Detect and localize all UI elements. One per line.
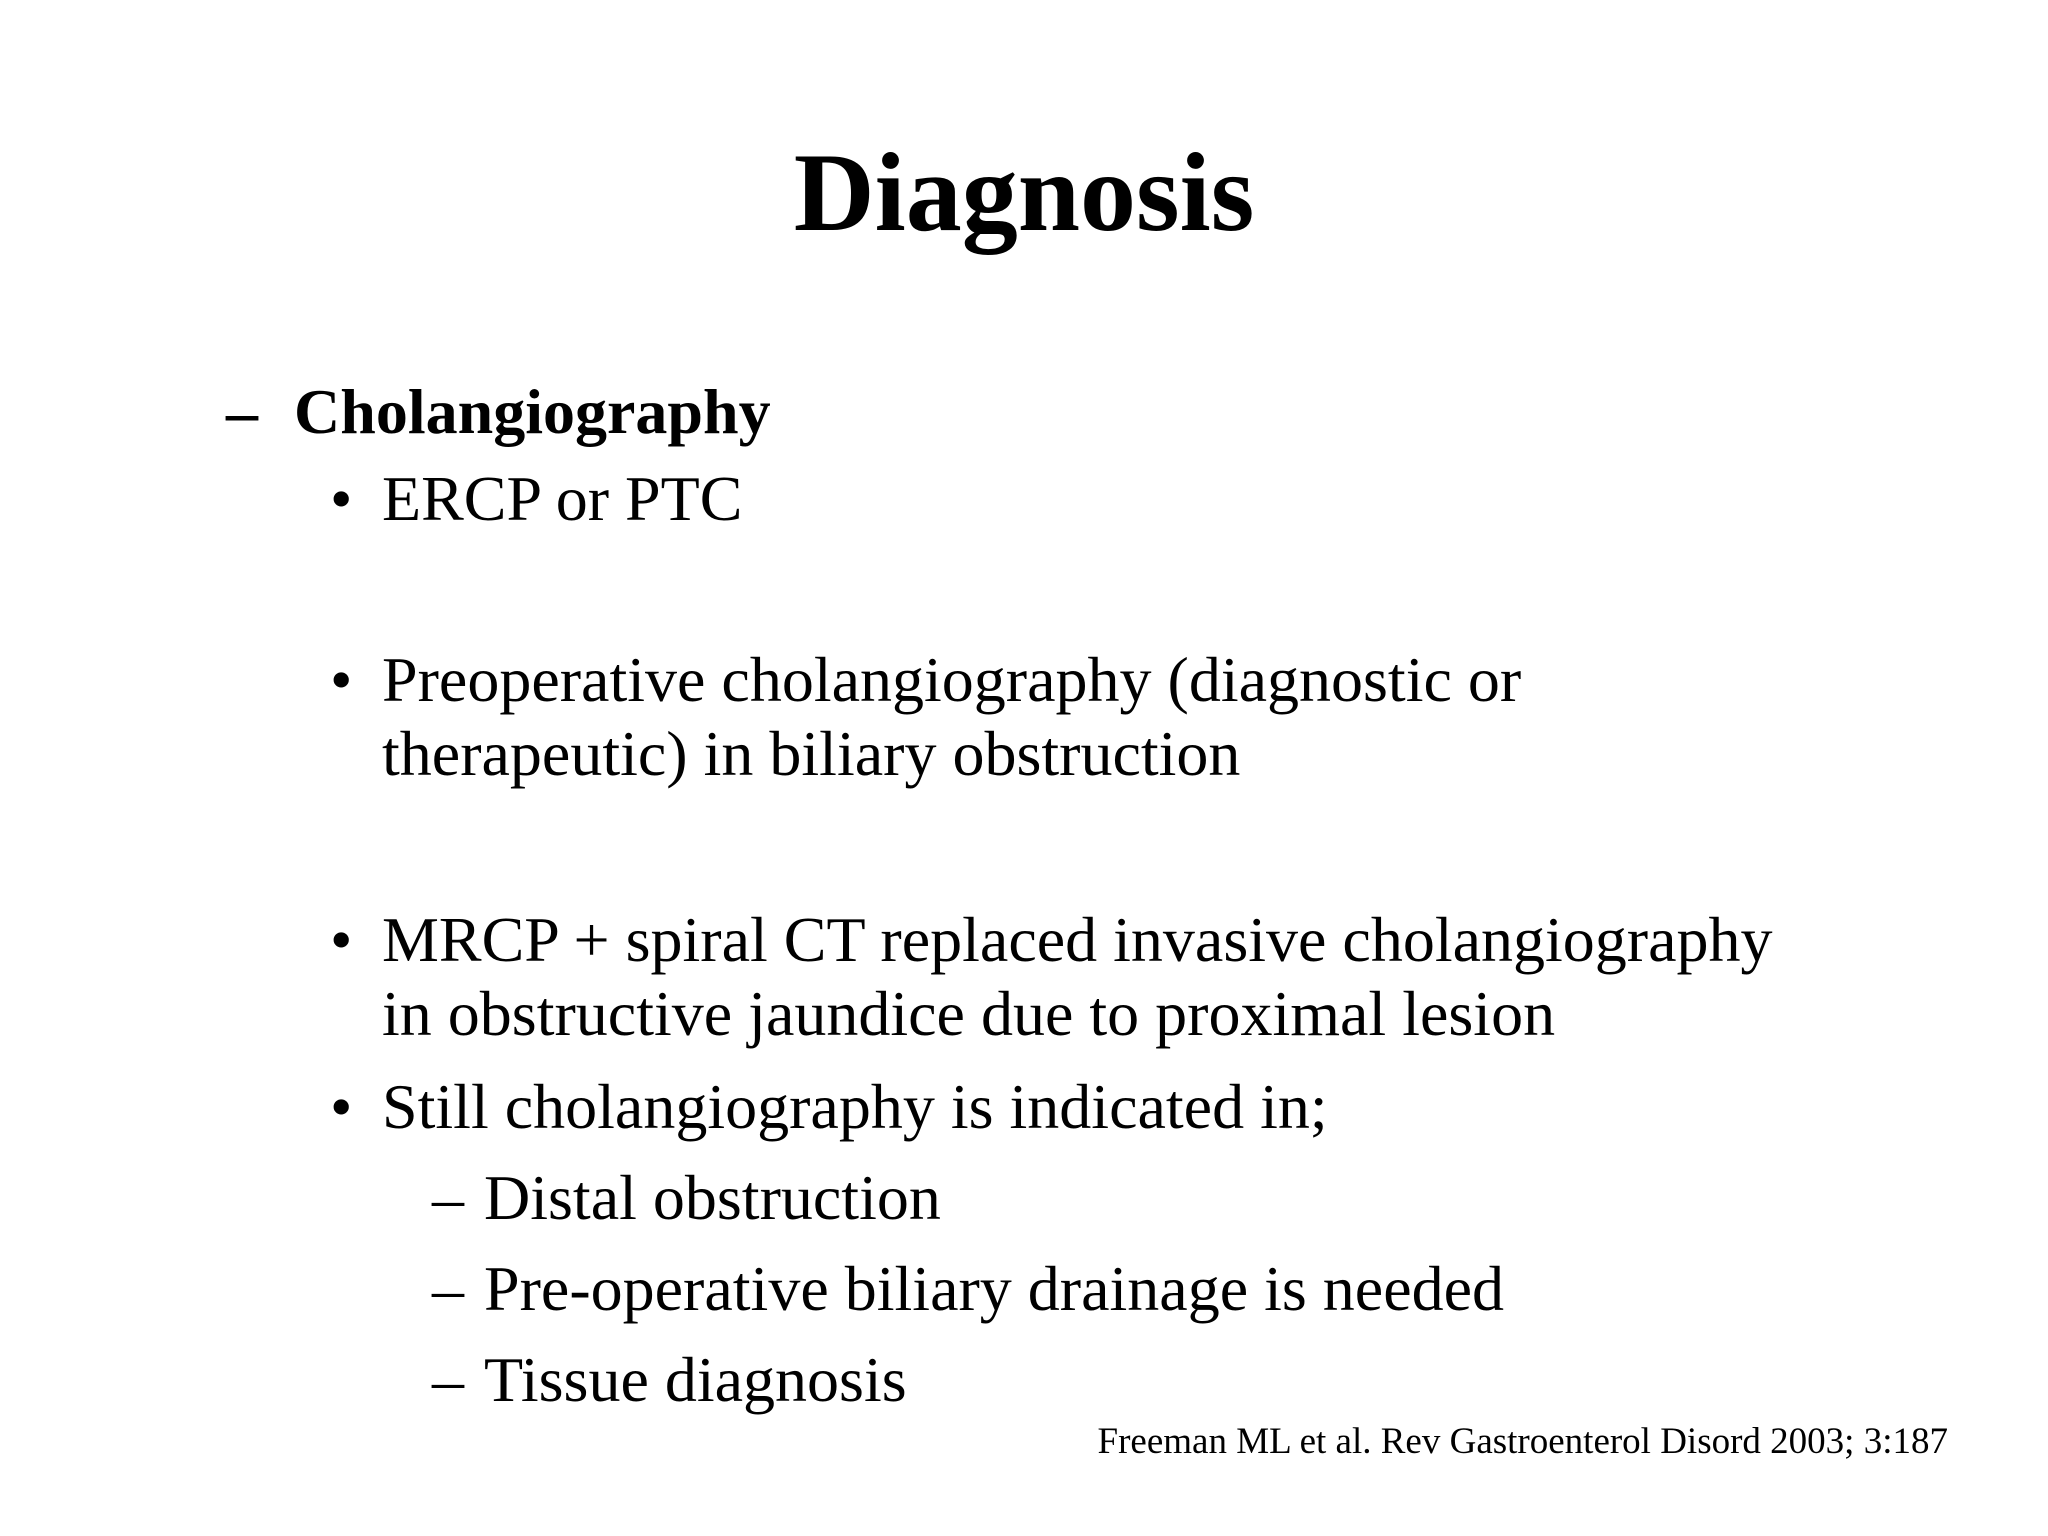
citation: Freeman ML et al. Rev Gastroenterol Disord 2003; 3:187 [1097,1421,1948,1462]
section-heading [226,375,771,449]
bullet-item [330,1070,1328,1144]
bullet-text-line: therapeutic) in biliary obstruction [382,718,1241,789]
bullet-item [330,462,742,536]
bullet-text-line: in obstructive jaundice due to proximal lesion [382,978,1556,1049]
sub-dash-marker: – [432,1253,464,1324]
sub-dash-marker: – [432,1344,464,1415]
bullet-marker: • [330,1071,353,1142]
sub-item-label: Tissue diagnosis [484,1344,907,1415]
bullet-marker: • [330,904,353,975]
bullet-marker: • [330,644,353,715]
bullet-text-line: Still cholangiography is indicated in; [382,1071,1328,1142]
sub-dash-marker: – [432,1162,464,1233]
heading-dash-marker: – [226,376,258,447]
bullet-text-line: MRCP + spiral CT replaced invasive cholangiography [382,904,1773,975]
bullet-text-line: ERCP or PTC [382,463,743,534]
sub-item [432,1252,1504,1326]
sub-item [432,1161,941,1235]
bullet-marker: • [330,463,353,534]
bullet-item [330,903,1773,1051]
sub-item [432,1343,907,1417]
sub-item-label: Pre-operative biliary drainage is needed [484,1253,1504,1324]
bullet-item [330,643,1521,791]
sub-item-label: Distal obstruction [484,1162,941,1233]
slide-title: Diagnosis [793,131,1255,255]
heading-label: Cholangiography [294,376,771,447]
bullet-text-line: Preoperative cholangiography (diagnostic or [382,644,1522,715]
